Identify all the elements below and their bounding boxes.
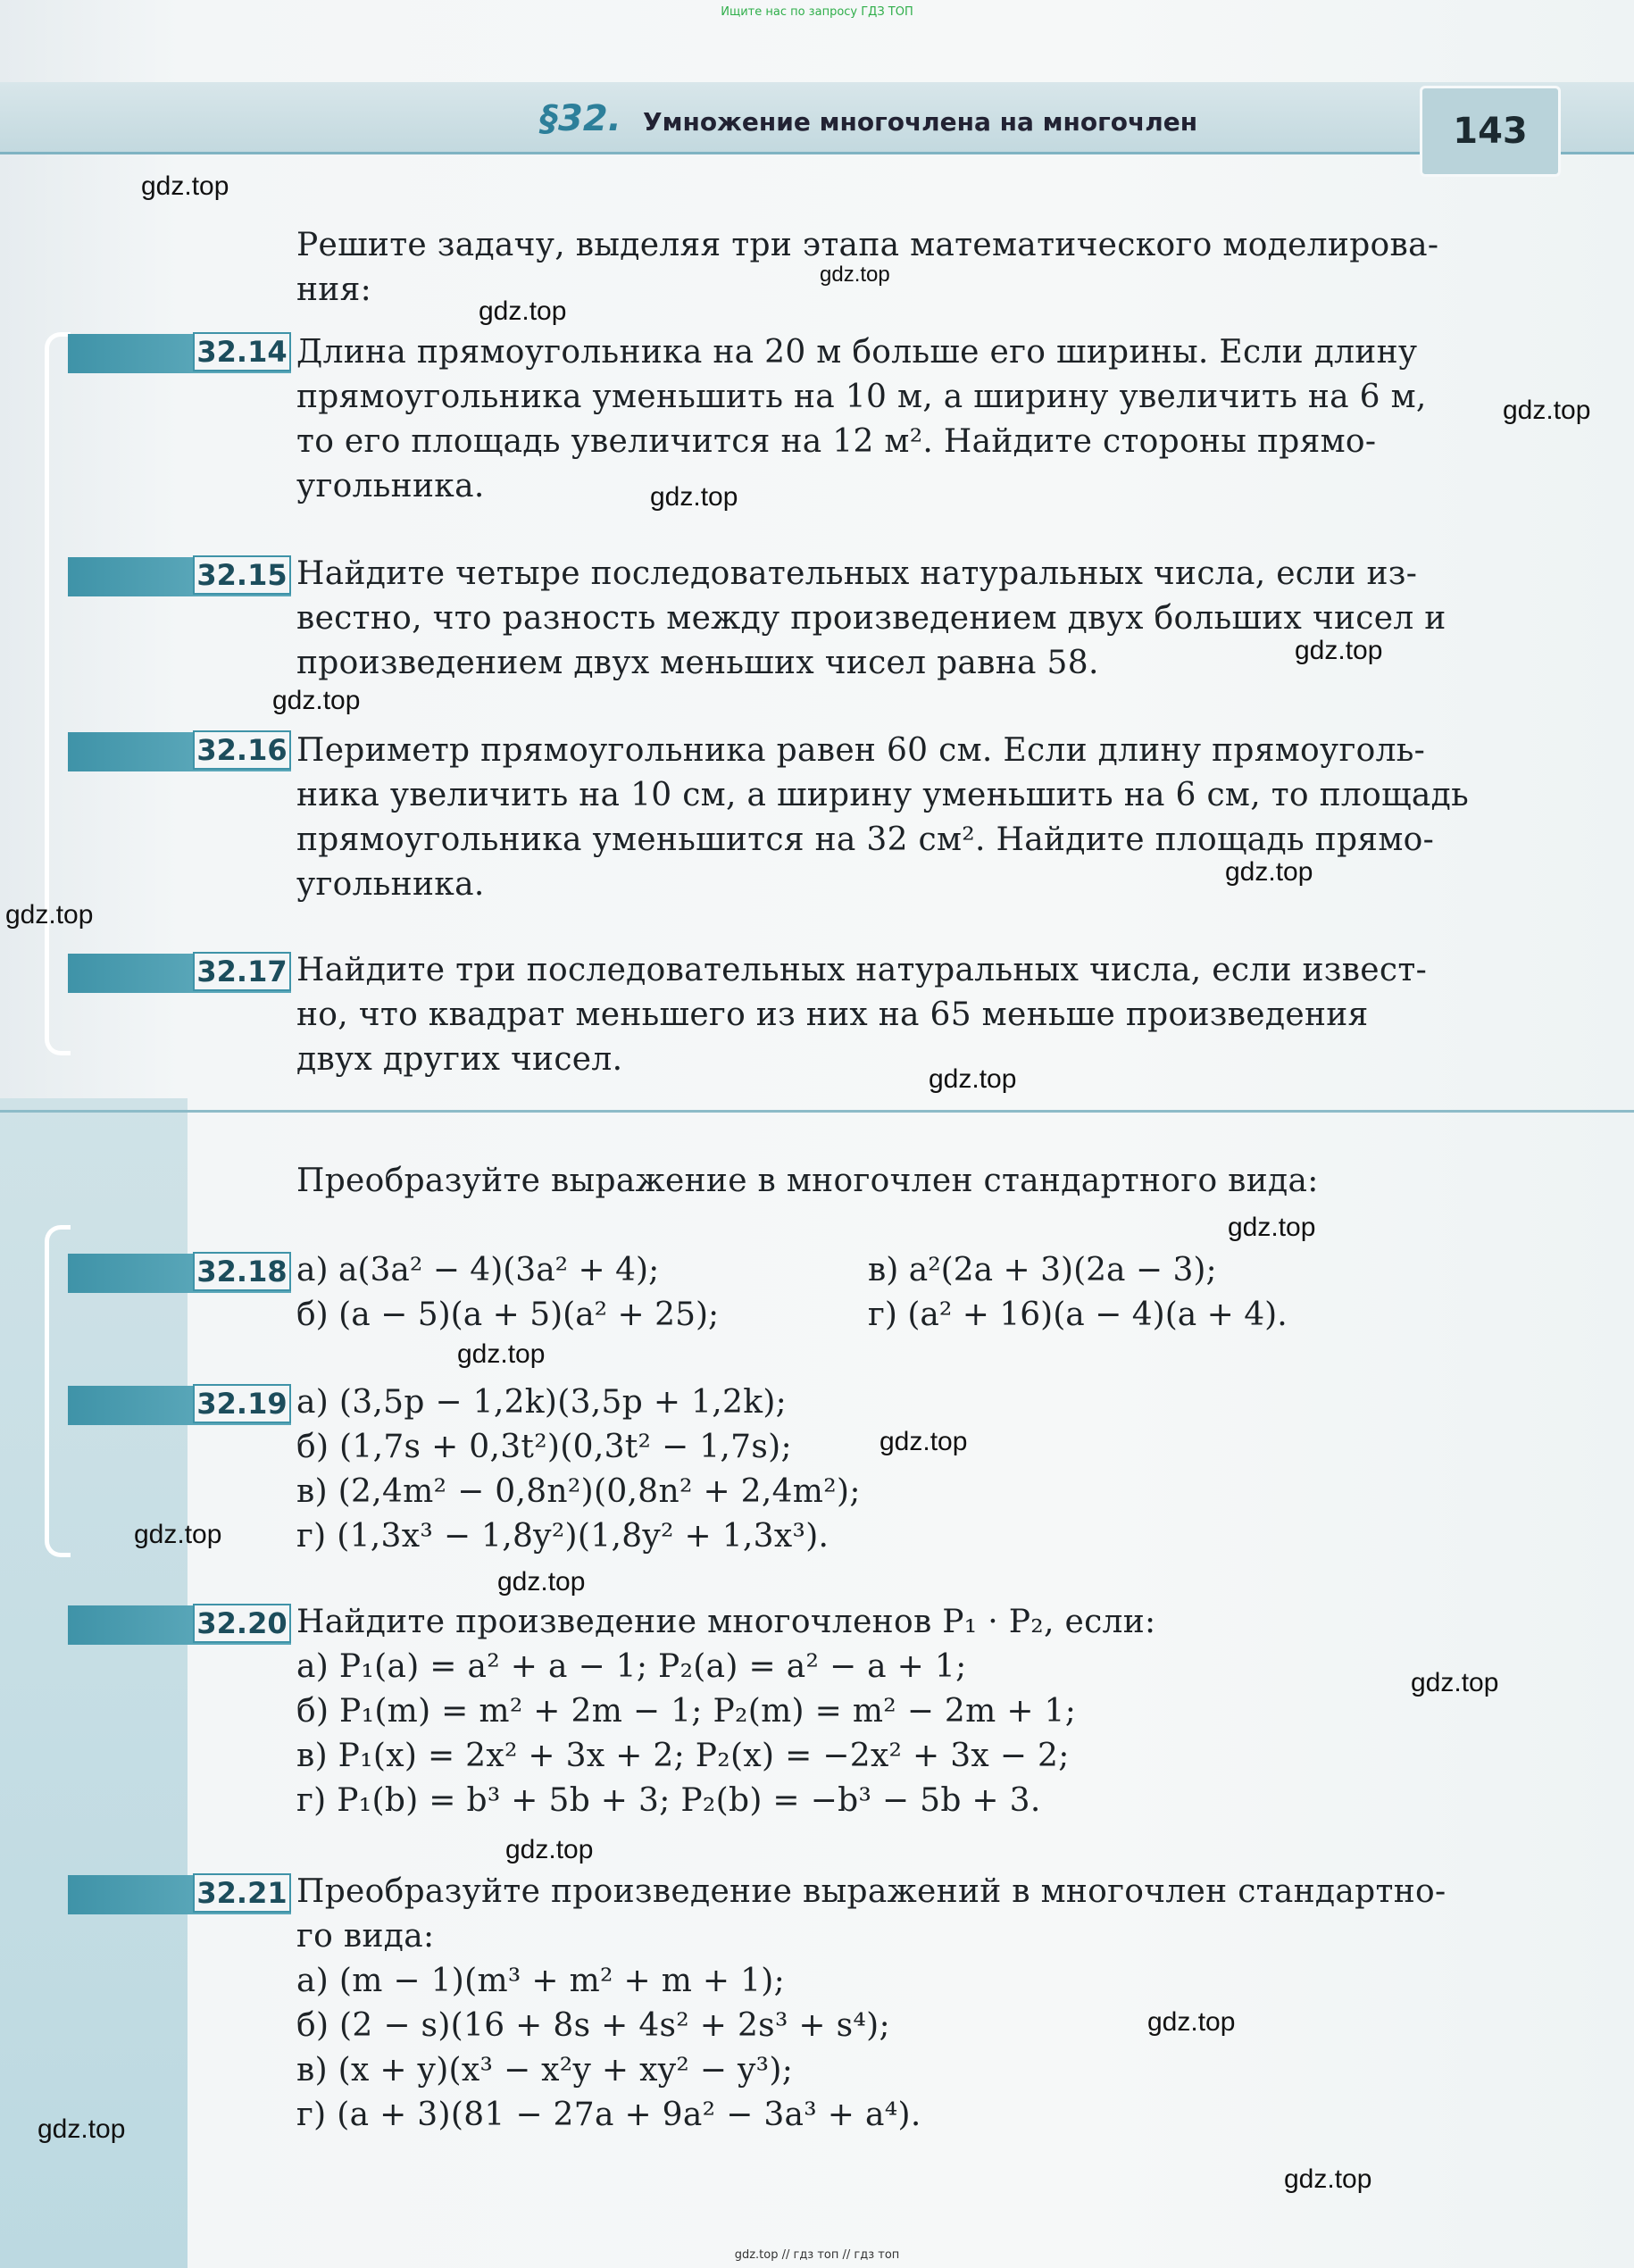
problem-line: прямоугольника уменьшится на 32 см². Найдите площадь прямо- [296,821,1435,858]
watermark-gdz: gdz.top [1284,2164,1372,2194]
problem-number: 32.15 [193,555,291,595]
watermark-gdz: gdz.top [272,686,361,715]
problem-number: 32.18 [193,1252,291,1291]
problem-number: 32.21 [193,1873,291,1913]
expression: г) (a² + 16)(a − 4)(a + 4). [868,1297,1288,1333]
problem-line: прямоугольника уменьшить на 10 м, а ширину увеличить на 6 м, [296,379,1427,415]
problem-32-20 [296,1600,1493,1823]
watermark-gdz: gdz.top [1503,396,1591,425]
expression: б) (1,7s + 0,3t²)(0,3t² − 1,7s); [296,1429,792,1465]
watermark-gdz: gdz.top [820,263,890,287]
watermark-gdz: gdz.top [880,1427,968,1456]
problem-line: Найдите четыре последовательных натуральных числа, если из- [296,555,1418,592]
watermark-gdz: gdz.top [134,1520,222,1549]
watermark-gdz: gdz.top [457,1339,546,1369]
expression: а) a(3a² − 4)(3a² + 4); [296,1252,660,1288]
problem-line: угольника. [296,468,485,504]
problem-line: угольника. [296,866,485,903]
expression: б) P₁(m) = m² + 2m − 1; P₂(m) = m² − 2m + 1; [296,1693,1077,1730]
watermark-gdz: gdz.top [1147,2007,1236,2037]
expression: б) (2 − s)(16 + 8s + 4s² + 2s³ + s⁴); [296,2007,890,2044]
watermark-gdz: gdz.top [1295,636,1383,665]
problem-badge [68,1386,291,1425]
expression: в) (2,4m² − 0,8n²)(0,8n² + 2,4m²); [296,1473,861,1510]
problem-line: Периметр прямоугольника равен 60 см. Если длину прямоуголь- [296,732,1426,769]
watermark-gdz: gdz.top [1411,1668,1499,1697]
page-number: 143 [1420,86,1561,177]
watermark-gdz: gdz.top [479,296,567,326]
group-bracket [45,1225,71,1557]
problem-line: вестно, что разность между произведением двух больших чисел и [296,600,1446,637]
bottom-links[interactable]: gdz.top // гдз топ // гдз топ [734,2248,900,2262]
top-search-link[interactable]: Ищите нас по запросу ГДЗ ТОП [721,5,913,19]
expression: а) (3,5p − 1,2k)(3,5p + 1,2k); [296,1384,788,1421]
problem-line: ника увеличить на 10 см, а ширину уменьшить на 6 см, то площадь [296,777,1469,813]
problem-32-17 [296,948,1493,1082]
section-number: §32. [540,98,621,139]
problem-line: го вида: [296,1918,435,1955]
expression: в) a²(2a + 3)(2a − 3); [868,1252,1217,1288]
watermark-gdz: gdz.top [505,1835,594,1864]
watermark-gdz: gdz.top [5,900,94,930]
problem-line: произведением двух меньших чисел равна 58. [296,645,1099,681]
expression: г) (1,3x³ − 1,8y²)(1,8y² + 1,3x³). [296,1518,830,1555]
expression: а) (m − 1)(m³ + m² + m + 1); [296,1963,786,1999]
problem-32-19 [296,1380,1493,1559]
problem-32-14 [296,330,1493,509]
problem-badge [68,1254,291,1293]
problem-line: то его площадь увеличится на 12 м². Найдите стороны прямо- [296,423,1377,460]
intro-line: ния: [296,271,372,308]
page-divider [0,1110,1634,1113]
problem-line: но, что квадрат меньшего из них на 65 меньше произведения [296,996,1369,1033]
watermark-gdz: gdz.top [650,482,738,512]
watermark-gdz: gdz.top [1225,857,1313,887]
problem-line: двух других чисел. [296,1041,623,1078]
problem-line: Найдите три последовательных натуральных числа, если извест- [296,952,1428,988]
problem-line: Длина прямоугольника на 20 м больше его ширины. Если длину [296,334,1418,371]
section-title: Умножение многочлена на многочлен [643,107,1198,137]
problem-number: 32.17 [193,952,291,991]
instruction-text [296,1159,1493,1204]
problem-badge [68,1875,291,1914]
group-bracket [45,332,71,1055]
watermark-gdz: gdz.top [497,1567,586,1597]
problem-number: 32.20 [193,1604,291,1643]
problem-badge [68,1605,291,1645]
expression: г) P₁(b) = b³ + 5b + 3; P₂(b) = −b³ − 5b + 3. [296,1782,1041,1819]
problem-number: 32.19 [193,1384,291,1423]
expression: г) (a + 3)(81 − 27a + 9a² − 3a³ + a⁴). [296,2097,921,2133]
problem-number: 32.14 [193,332,291,371]
watermark-gdz: gdz.top [38,2114,126,2144]
problem-badge [68,334,291,373]
problem-badge [68,557,291,596]
intro-text [296,223,1493,313]
expression: в) (x + y)(x³ − x²y + xy² − y³); [296,2052,794,2089]
expression: а) P₁(a) = a² + a − 1; P₂(a) = a² − a + 1; [296,1648,967,1685]
expression: б) (a − 5)(a + 5)(a² + 25); [296,1297,720,1333]
problem-line: Найдите произведение многочленов P₁ · P₂, если: [296,1604,1156,1640]
watermark-gdz: gdz.top [929,1064,1017,1094]
problem-number: 32.16 [193,730,291,770]
expression: в) P₁(x) = 2x² + 3x + 2; P₂(x) = −2x² + 3x − 2; [296,1738,1070,1774]
instruction-line: Преобразуйте выражение в многочлен стандартного вида: [296,1163,1319,1199]
intro-line: Решите задачу, выделяя три этапа математического моделирова- [296,227,1439,263]
problem-32-21 [296,1870,1493,2138]
problem-line: Преобразуйте произведение выражений в многочлен стандартно- [296,1873,1446,1910]
watermark-gdz: gdz.top [1228,1213,1316,1242]
watermark-gdz: gdz.top [141,171,229,201]
problem-32-16 [296,729,1493,907]
problem-badge [68,732,291,771]
problem-badge [68,954,291,993]
